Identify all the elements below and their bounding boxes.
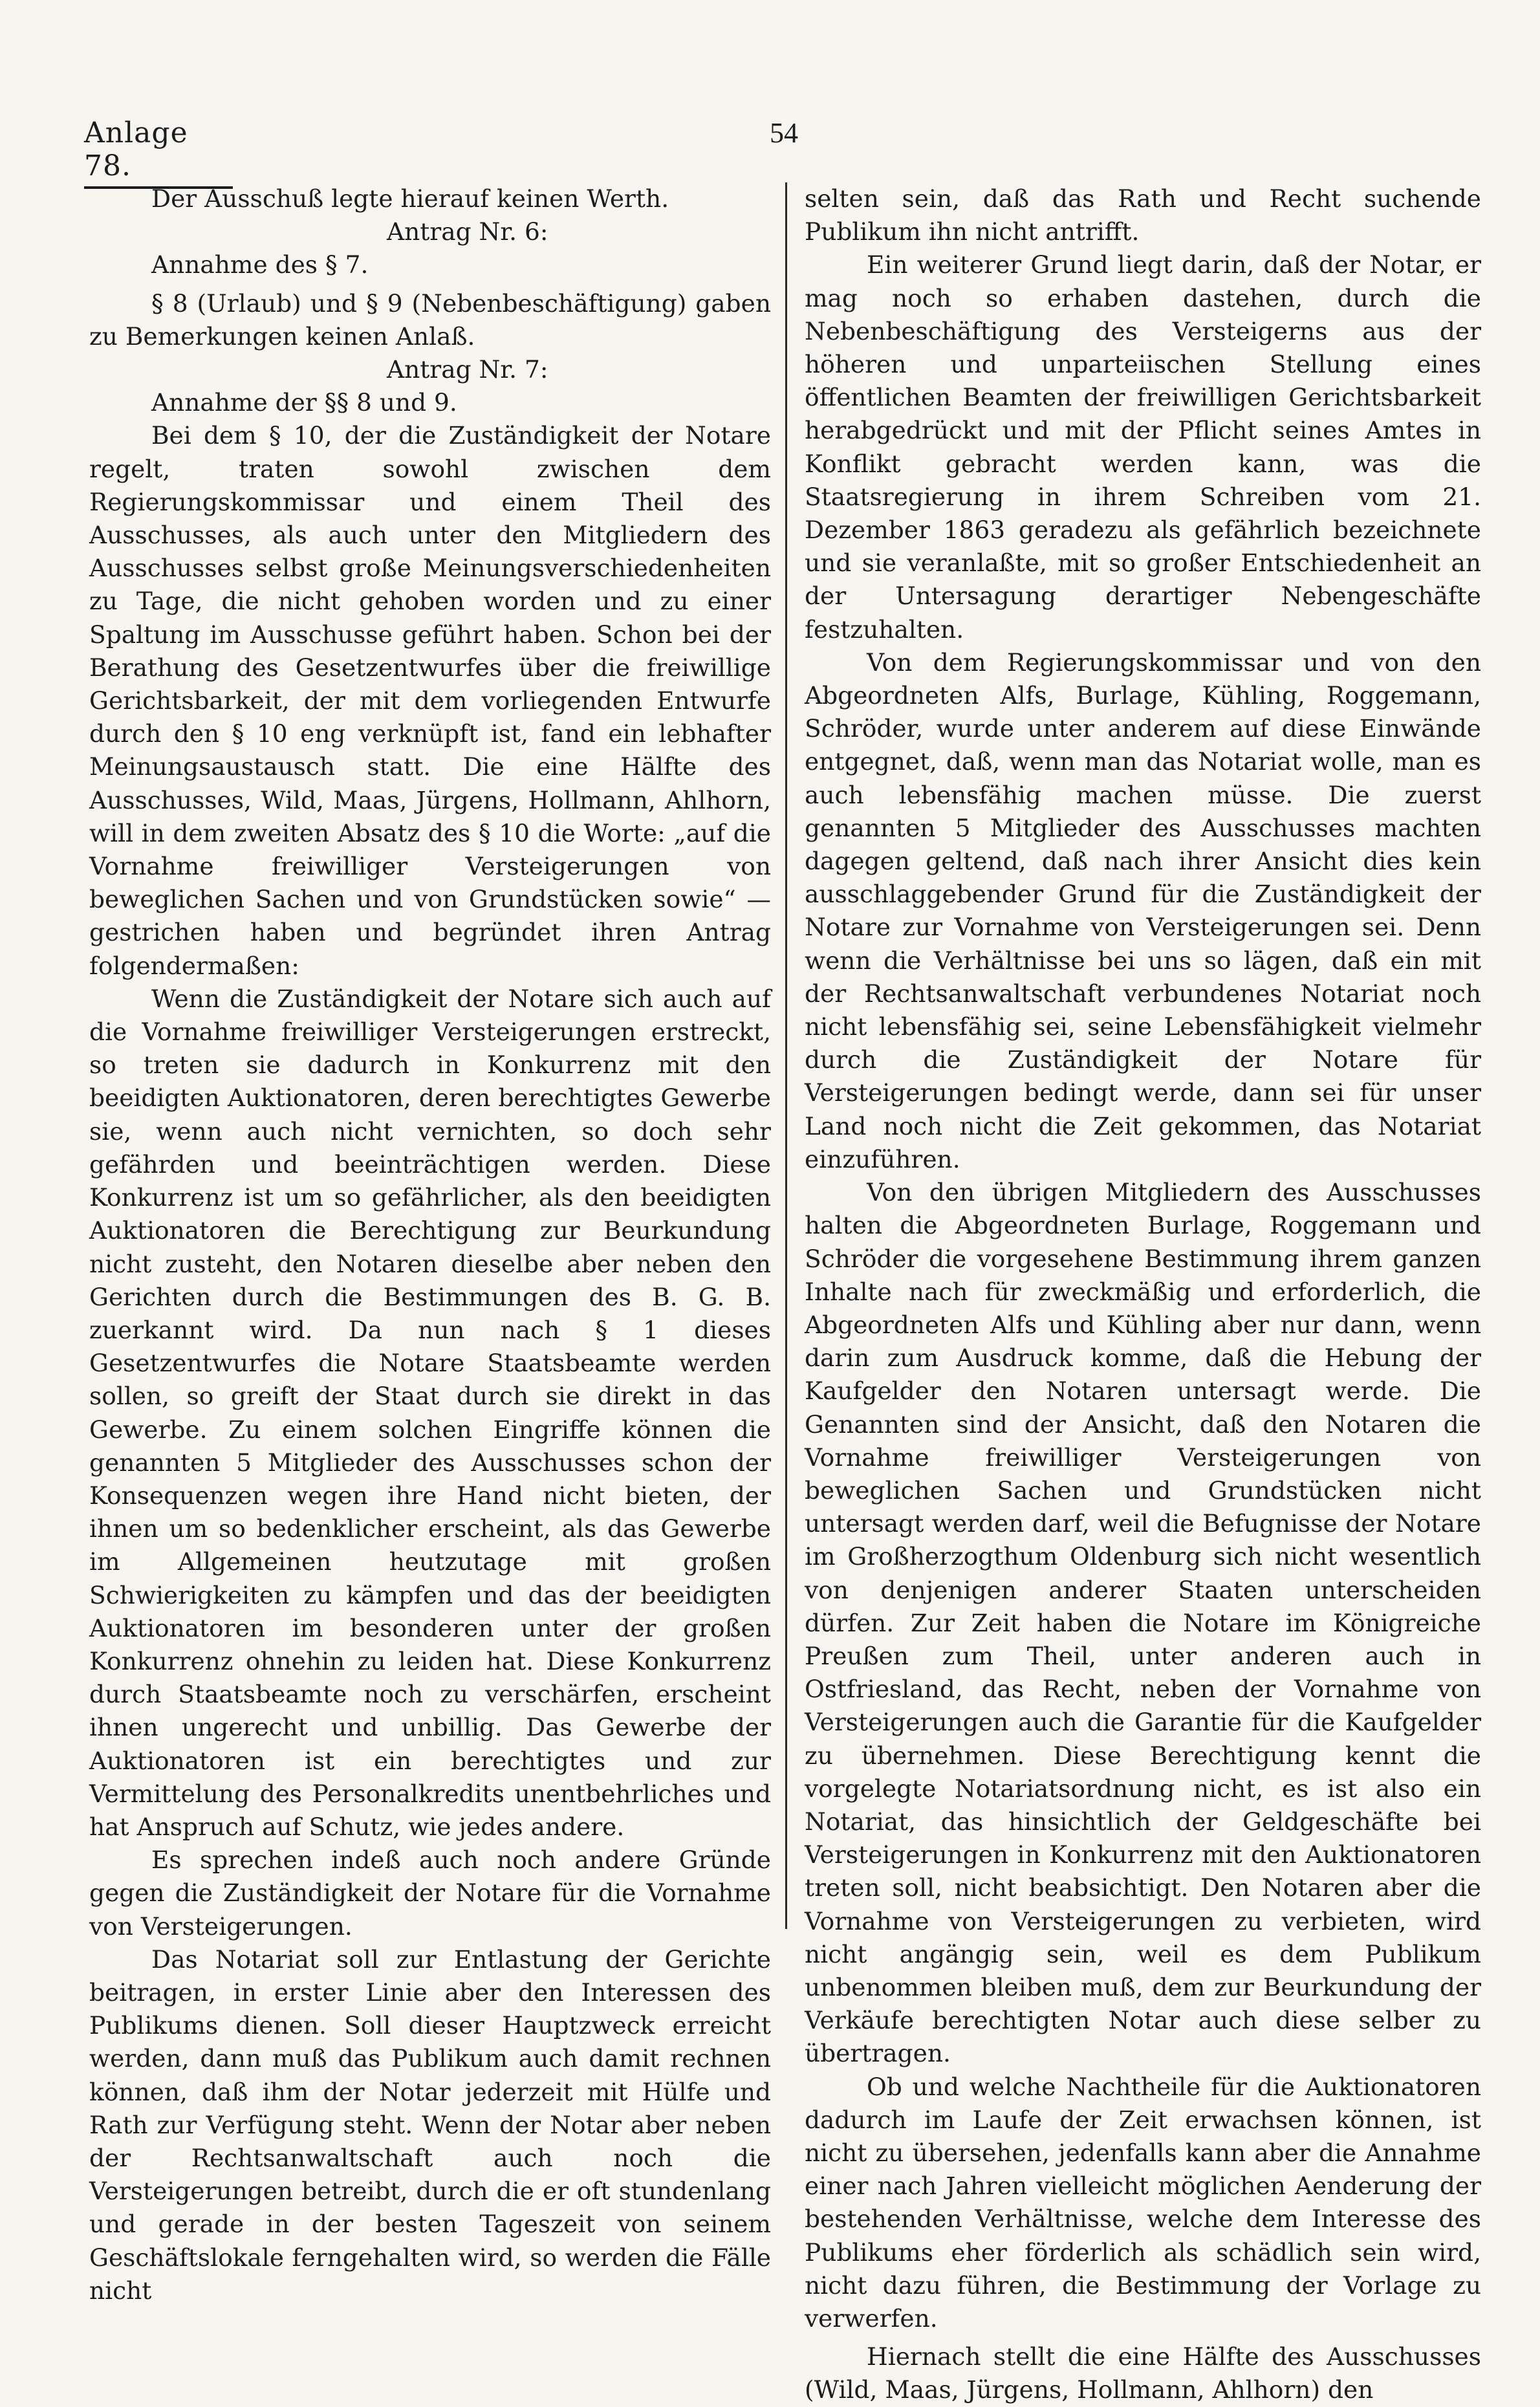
paragraph: Annahme des § 7. — [151, 250, 369, 279]
paragraph: Ein weiterer Grund liegt darin, daß der Notar, er mag noch so erhaben dastehen, durch die Nebenbeschäftigung des Versteigerns aus der höheren und unparteiischen Stellung eines öffentlichen Beamten der freiwilligen Gerichtsbarkeit herabgedrückt und mit der Pflicht seines Amtes in Konflikt gebracht werden kann, was die Staatsregierung in ihrem Schreiben vom 21. Dezember 1863 geradezu als gefährlich bezeichnete und sie veranlaßte, mit so großer Entschiedenheit an der Untersagung derartiger Nebengeschäfte festzuhalten. — [805, 250, 1481, 644]
left-column — [89, 182, 771, 2307]
page-number: 54 — [770, 117, 798, 149]
paragraph: Von dem Regierungskommissar und von den Abgeordneten Alfs, Burlage, Kühling, Roggemann, Schröder, wurde unter anderem auf diese Einwände entgegnet, daß, wenn man das Notariat wolle, man es auch lebensfähig machen müsse. Die zuerst genannten 5 Mitglieder des Ausschusses machten dagegen geltend, daß nach ihrer Ansicht dies kein ausschlaggebender Grund für die Zuständigkeit der Notare zur Vornahme von Versteigerungen sei. Denn wenn die Verhältnisse bei uns so lägen, daß ein mit der Rechtsanwaltschaft verbundenes Notariat noch nicht lebensfähig sei, seine Lebensfähigkeit vielmehr durch die Zuständigkeit der Notare für Versteigerungen bedingt werde, dann sei für unser Land noch nicht die Zeit gekommen, das Notariat einzuführen. — [805, 648, 1481, 1173]
antrag-heading: Antrag Nr. 6: — [387, 217, 548, 246]
page-header — [84, 116, 1429, 182]
right-column — [805, 182, 1481, 2407]
antrag-heading: Antrag Nr. 7: — [387, 355, 548, 384]
paragraph: Bei dem § 10, der die Zuständigkeit der Notare regelt, traten sowohl zwischen dem Regierungskommissar und einem Theil des Ausschusses, als auch unter den Mitgliedern des Ausschusses selbst große Meinungsverschiedenheiten zu Tage, die nicht gehoben worden und zu einer Spaltung im Ausschusse geführt haben. Schon bei der Berathung des Gesetzentwurfes über die freiwillige Gerichtsbarkeit, der mit dem vorliegenden Entwurfe durch den § 10 eng verknüpft ist, fand ein lebhafter Meinungsaustausch statt. Die eine Hälfte des Ausschusses, Wild, Maas, Jürgens, Hollmann, Ahlhorn, will in dem zweiten Absatz des § 10 die Worte: „auf die Vornahme freiwilliger Versteigerungen von beweglichen Sachen und von Grundstücken sowie“ — gestrichen haben und begründet ihren Antrag folgendermaßen: — [89, 421, 771, 980]
paragraph: selten sein, daß das Rath und Recht suchende Publikum ihn nicht antrifft. — [805, 184, 1481, 246]
paragraph: Der Ausschuß legte hierauf keinen Werth. — [151, 184, 669, 213]
paragraph: Es sprechen indeß auch noch andere Gründe gegen die Zuständigkeit der Notare für die Vornahme von Versteigerungen. — [89, 1846, 771, 1941]
paragraph: § 8 (Urlaub) und § 9 (Nebenbeschäftigung) gaben zu Bemerkungen keinen Anlaß. — [89, 289, 771, 351]
paragraph: Annahme der §§ 8 und 9. — [151, 388, 457, 417]
anlage-label: Anlage 78. — [84, 116, 233, 189]
column-divider — [785, 182, 787, 1929]
paragraph: Von den übrigen Mitgliedern des Ausschusses halten die Abgeordneten Burlage, Roggemann und Schröder die vorgesehene Bestimmung ihrem ganzen Inhalte nach für zweckmäßig und erforderlich, die Abgeordneten Alfs und Kühling aber nur dann, wenn darin zum Ausdruck komme, daß die Hebung der Kaufgelder den Notaren untersagt werde. Die Genannten sind der Ansicht, daß den Notaren die Vornahme freiwilliger Versteigerungen von beweglichen Sachen und Grundstücken nicht untersagt werden darf, weil die Befugnisse der Notare im Großherzogthum Oldenburg sich nicht wesentlich von denjenigen anderer Staaten unterscheiden dürfen. Zur Zeit haben die Notare im Königreiche Preußen zum Theil, unter anderen auch in Ostfriesland, das Recht, neben der Vornahme von Versteigerungen auch die Garantie für die Kaufgelder zu übernehmen. Diese Berechtigung kennt die vorgelegte Notariatsordnung nicht, es ist also ein Notariat, das hinsichtlich der Geldgeschäfte bei Versteigerungen in Konkurrenz mit den Auktionatoren treten soll, nicht beabsichtigt. Den Notaren aber die Vornahme von Versteigerungen zu verbieten, wird nicht angängig sein, weil es dem Publikum unbenommen bleiben muß, dem zur Beurkundung der Verkäufe berechtigten Notar auch diese selber zu übertragen. — [805, 1178, 1481, 2068]
paragraph: Ob und welche Nachtheile für die Auktionatoren dadurch im Laufe der Zeit erwachsen können, ist nicht zu übersehen, jedenfalls kann aber die Annahme einer nach Jahren vielleicht möglichen Aenderung der bestehenden Verhältnisse, welche dem Interesse des Publikums eher förderlich als schädlich sein wird, nicht dazu führen, die Bestimmung der Vorlage zu verwerfen. — [805, 2072, 1481, 2333]
paragraph: Wenn die Zuständigkeit der Notare sich auch auf die Vornahme freiwilliger Versteigerungen erstreckt, so treten sie dadurch in Konkurrenz mit den beeidigten Auktionatoren, deren berechtigtes Gewerbe sie, wenn auch nicht vernichten, so doch sehr gefährden und beeinträchtigen werden. Diese Konkurrenz ist um so gefährlicher, als den beeidigten Auktionatoren die Berechtigung zur Beurkundung nicht zusteht, den Notaren dieselbe aber neben den Gerichten durch die Bestimmungen des B. G. B. zuerkannt wird. Da nun nach § 1 dieses Gesetzentwurfes die Notare Staatsbeamte werden sollen, so greift der Staat durch sie direkt in das Gewerbe. Zu einem solchen Eingriffe können die genannten 5 Mitglieder des Ausschusses schon der Konsequenzen wegen ihre Hand nicht bieten, der ihnen um so bedenklicher erscheint, als das Gewerbe im Allgemeinen heutzutage mit großen Schwierigkeiten zu kämpfen und das der beeidigten Auktionatoren im besonderen unter der großen Konkurrenz ohnehin zu leiden hat. Diese Konkurrenz durch Staatsbeamte noch zu verschärfen, erscheint ihnen ungerecht und unbillig. Das Gewerbe der Auktionatoren ist ein berechtigtes und zur Vermittelung des Personalkredits unentbehrliches und hat Anspruch auf Schutz, wie jedes andere. — [89, 984, 771, 1841]
paragraph: Das Notariat soll zur Entlastung der Gerichte beitragen, in erster Linie aber den Interessen des Publikums dienen. Soll dieser Hauptzweck erreicht werden, dann muß das Publikum auch damit rechnen können, daß ihm der Notar jederzeit mit Hülfe und Rath zur Verfügung steht. Wenn der Notar aber neben der Rechtsanwaltschaft auch noch die Versteigerungen betreibt, durch die er oft stundenlang und gerade in der besten Tageszeit von seinem Geschäftslokale ferngehalten wird, so werden die Fälle nicht — [89, 1944, 771, 2305]
paragraph: Hiernach stellt die eine Hälfte des Ausschusses (Wild, Maas, Jürgens, Hollmann, Ahlhorn) den — [805, 2342, 1481, 2404]
